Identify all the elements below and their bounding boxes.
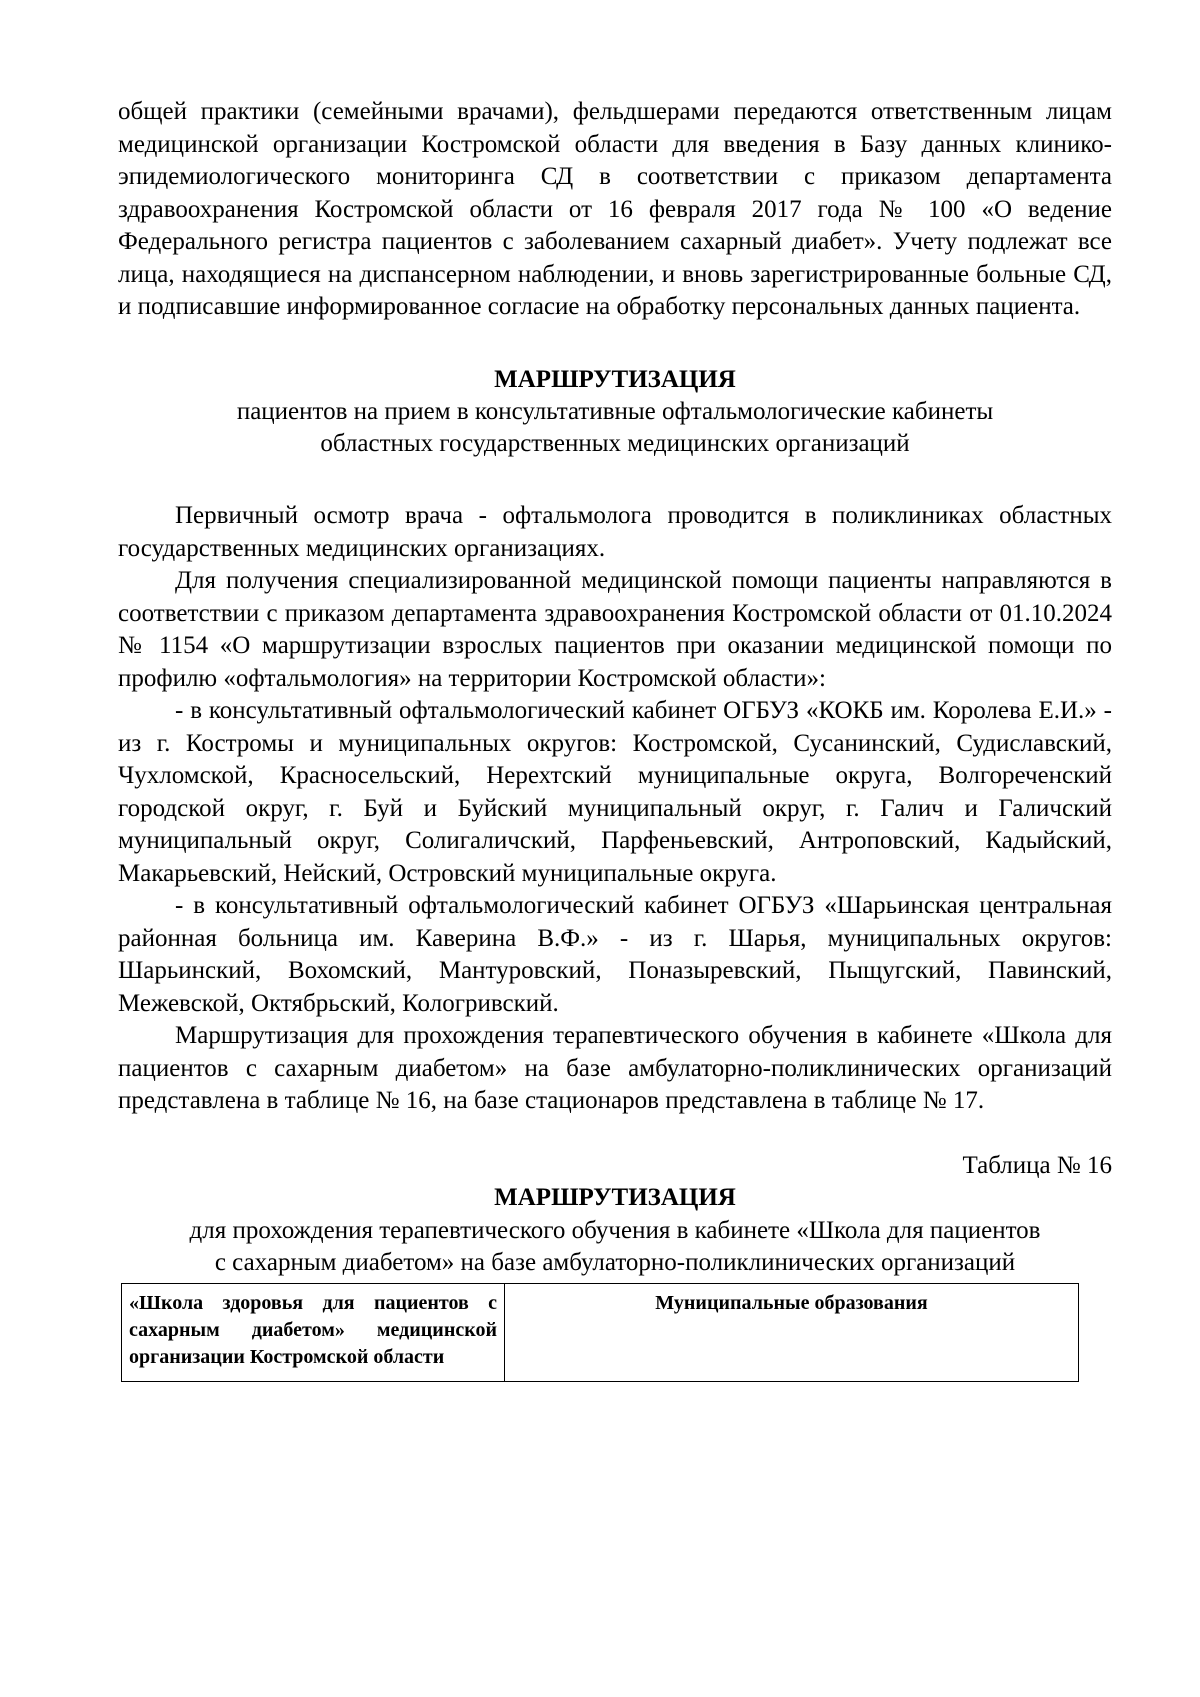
section-subtitle-ophthalmology: пациентов на прием в консультативные офтальмологические кабинеты областных государственных медицинских организаций [236, 398, 994, 457]
document-page [118, 96, 1112, 1382]
paragraph-primary-exam: Первичный осмотр врача - офтальмолога проводится в поликлиниках областных государственных медицинских организациях. [118, 502, 1112, 562]
paragraph-school-routing: Маршрутизация для прохождения терапевтического обучения в кабинете «Школа для пациентов с сахарным диабетом» на базе амбулаторно-поликлинических организаций представлена в таблице № 16, на базе стационаров представлена в таблице № 17. [118, 1022, 1112, 1114]
section-title-school: МАРШРУТИЗАЦИЯ [494, 1184, 736, 1211]
table-header-school: «Школа здоровья для пациентов с сахарным диабетом» медицинской организации Костромской области [122, 1283, 505, 1381]
table-header-row [122, 1283, 1079, 1381]
paragraph-registry: общей практики (семейными врачами), фельдшерами передаются ответственным лицам медицинской организации Костромской области для введения в Базу данных клинико-эпидемиологического мониторинга СД в соответствии с приказом департамента здравоохранения Костромской области от 16 февраля 2017 года № 100 «О ведение Федерального регистра пациентов с заболеванием сахарный диабет». Учету подлежат все лица, находящиеся на диспансерном наблюдении, и вновь зарегистрированные больные СД, и подписавшие информированное согласие на обработку персональных данных пациента. [118, 98, 1112, 320]
routing-table [121, 1283, 1079, 1382]
paragraph-sharya-routing: - в консультативный офтальмологический кабинет ОГБУЗ «Шарьинская центральная районная больница им. Каверина В.Ф.» - из г. Шарья, муниципальных округов: Шарьинский, Вохомский, Мантуровский, Поназыревский, Пыщугский, Павинский, Межевской, Октябрьский, Кологривский. [118, 892, 1112, 1017]
section-title-ophthalmology: МАРШРУТИЗАЦИЯ [494, 365, 736, 393]
paragraph-specialized-care: Для получения специализированной медицинской помощи пациенты направляются в соответствии с приказом департамента здравоохранения Костромской области от 01.10.2024 № 1154 «О маршрутизации взрослых пациентов при оказании медицинской помощи по профилю «офтальмология» на территории Костромской области»: [118, 567, 1112, 692]
section-subtitle-school: для прохождения терапевтического обучения в кабинете «Школа для пациентов с сахарным диабетом» на базе амбулаторно-поликлинических организаций [189, 1216, 1041, 1276]
paragraph-kokb-routing: - в консультативный офтальмологический кабинет ОГБУЗ «КОКБ им. Королева Е.И.» - из г. Костромы и муниципальных округов: Костромской, Сусанинский, Судиславский, Чухломской, Красносельский, Нерехтский муниципальные округа, Волгореченский городской округ, г. Буй и Буйский муниципальный округ, г. Галич и Галичский муниципальный округ, Солигаличский, Парфеньевский, Антроповский, Кадыйский, Макарьевский, Нейский, Островский муниципальные округа. [118, 697, 1112, 887]
table-header-municipalities: Муниципальные образования [505, 1283, 1079, 1381]
table-number-label: Таблица № 16 [962, 1151, 1112, 1179]
